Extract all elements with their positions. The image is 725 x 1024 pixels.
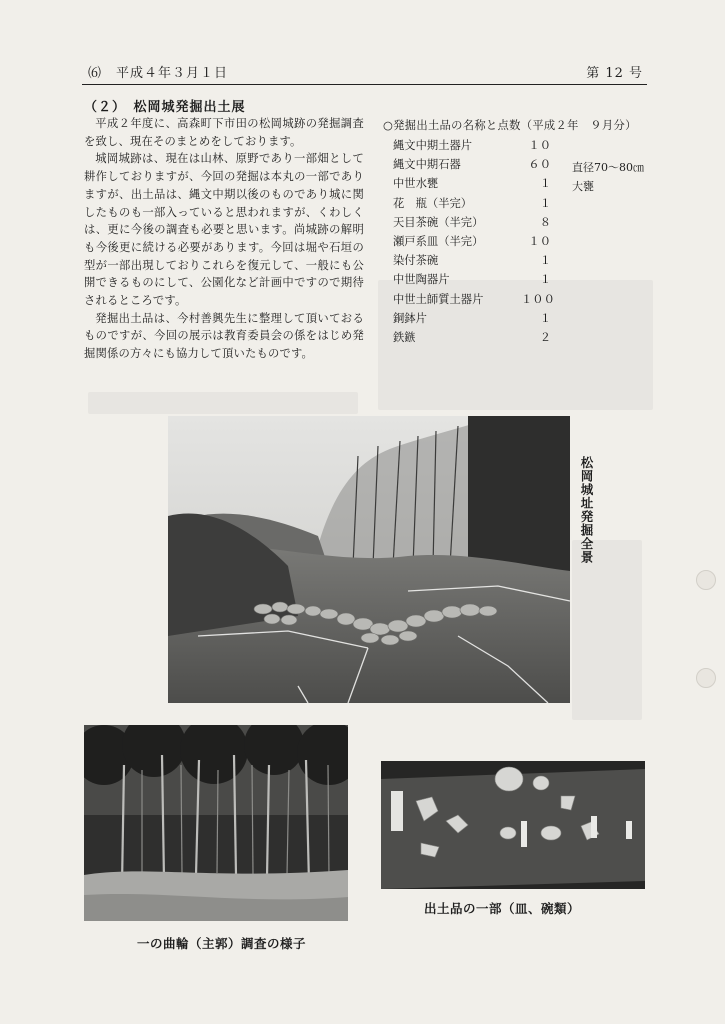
issue-number: 第 12 号 [586,66,643,81]
binder-hole [696,668,716,688]
bleed-through-mid [572,540,642,720]
article-heading: （２） 松岡城発掘出土展 [84,100,246,115]
item-name: 鉄鏃 [393,330,416,344]
item-count: １ [539,196,551,210]
article-paragraph: 発掘出土品は、今村善興先生に整理して頂いておるものですが、今回の展示は教育委員会の係をはじめ発掘関係の方々にも協力して頂いたものです。 [84,311,364,361]
finds-display-photo [381,761,645,889]
forest-survey-photo [84,725,348,921]
item-name: 銅鉢片 [393,311,427,325]
item-count: １ [539,273,551,287]
item-name: 中世土師質土器片 [393,292,484,306]
item-count: １０ [528,234,551,248]
item-count: １ [539,311,551,325]
item-name: 瀬戸系皿（半完） [393,234,484,248]
article-paragraph: 平成２年度に、高森町下市田の松岡城跡の発掘調査を致し、現在そのまとめをしております。 [84,117,364,148]
binder-hole [696,570,716,590]
item-count: １００ [521,292,555,306]
article-paragraph: 城岡城跡は、現在は山林、原野であり一部畑として耕作しておりますが、今回の発掘は本丸の一部でありますが、出土品は、縄文中期以後のものであり城に関したものも一部入っていると思われますが、くわしくは、更に今後の調査も必要と思います。尚城跡の解明も今後更に続ける必要があります。今回は堀や石垣の型が一部出現しておりこれらを復元して、一般にも公開できるものにして、公園化など計画中ですので期待されるところです。 [84,152,364,308]
item-name: 天目茶碗（半完） [393,215,484,229]
item-name: 縄文中期石器 [393,158,461,172]
header-rule [82,84,647,85]
article-body [84,115,364,363]
finds-list-title: ○発掘出土品の名称と点数（平成２年 ９月分） [383,119,637,132]
item-count: １０ [528,139,551,152]
main-photo-caption: 松岡城址発掘全景 [579,456,594,564]
item-name: 中世水甕 [393,177,439,191]
jar-size-note: 直径70〜80㎝ [572,161,644,174]
forest-photo-caption: 一の曲輪（主郭）調査の様子 [137,936,307,951]
jar-type-note: 大甕 [572,180,594,193]
item-count: １ [539,254,551,268]
item-count: ６０ [528,158,551,172]
item-name: 染付茶碗 [393,254,439,268]
jar-note [572,158,644,196]
item-count: ８ [539,215,551,229]
item-count: ２ [539,330,551,344]
item-name: 中世陶器片 [393,273,450,287]
excavation-overview-photo [168,416,570,703]
issue-date: ⑹ 平成４年３月１日 [88,66,229,81]
item-name: 縄文中期土器片 [393,139,473,152]
item-count: １ [539,177,551,191]
finds-photo-caption: 出土品の一部（皿、碗類） [424,901,581,916]
item-name: 花 瓶（半完） [393,196,473,210]
bleed-through-left [88,392,358,414]
